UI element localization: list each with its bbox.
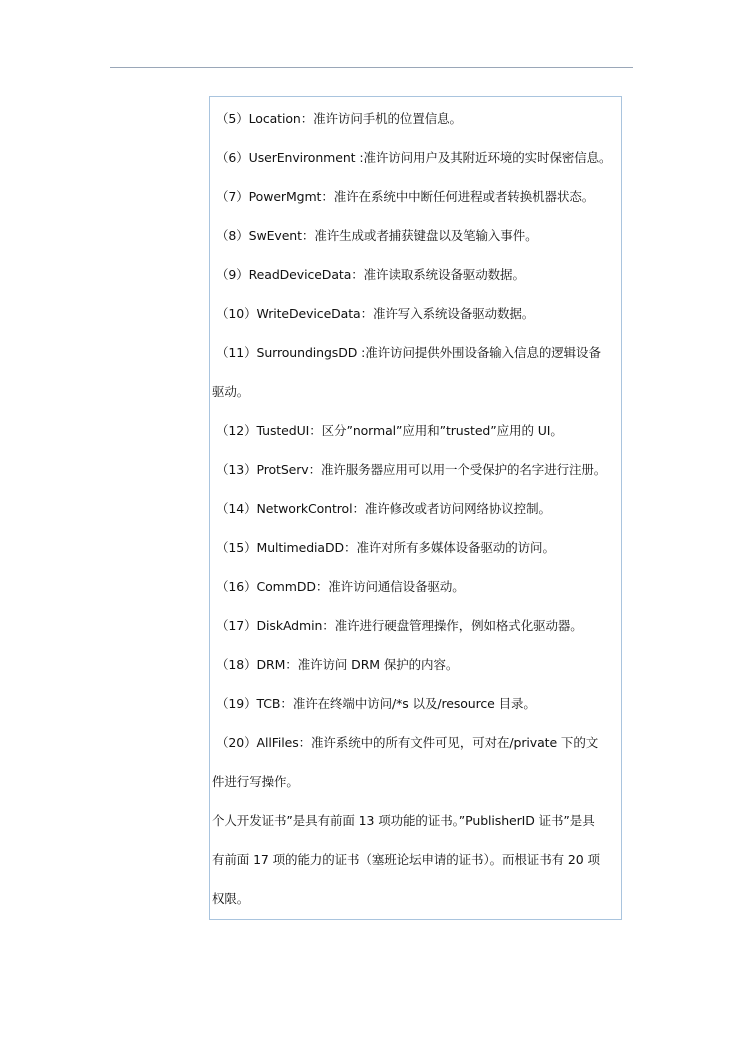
capability-item-20-cont: 件进行写操作。 [212,774,299,789]
capability-item-7: （7）PowerMgmt：准许在系统中中断任何进程或者转换机器状态。 [216,189,595,204]
header-rule [110,67,633,68]
capability-item-19: （19）TCB：准许在终端中访问/*s 以及/resource 目录。 [216,696,536,711]
summary-paragraph-line-3: 权限。 [212,891,250,906]
capability-item-6: （6）UserEnvironment :准许访问用户及其附近环境的实时保密信息。 [216,150,612,165]
capability-item-16: （16）CommDD：准许访问通信设备驱动。 [216,579,465,594]
capability-item-17: （17）DiskAdmin：准许进行硬盘管理操作，例如格式化驱动器。 [216,618,583,633]
capability-item-20: （20）AllFiles：准许系统中的所有文件可见，可对在/private 下的文 [216,735,599,750]
capability-item-8: （8）SwEvent：准许生成或者捕获键盘以及笔输入事件。 [216,228,538,243]
capability-item-10: （10）WriteDeviceData：准许写入系统设备驱动数据。 [216,306,535,321]
capability-item-12: （12）TustedUI：区分”normal”应用和”trusted”应用的 UI。 [216,423,563,438]
capability-item-5: （5）Location：准许访问手机的位置信息。 [216,111,462,126]
capability-item-13: （13）ProtServ：准许服务器应用可以用一个受保护的名字进行注册。 [216,462,607,477]
capability-item-15: （15）MultimediaDD：准许对所有多媒体设备驱动的访问。 [216,540,555,555]
capability-item-11-cont: 驱动。 [212,384,250,399]
capability-item-9: （9）ReadDeviceData：准许读取系统设备驱动数据。 [216,267,525,282]
capability-item-14: （14）NetworkControl：准许修改或者访问网络协议控制。 [216,501,551,516]
summary-paragraph-line-1: 个人开发证书”是具有前面 13 项功能的证书。”PublisherID 证书”是具 [212,813,595,828]
capability-item-11: （11）SurroundingsDD :准许访问提供外围设备输入信息的逻辑设备 [216,345,601,360]
summary-paragraph-line-2: 有前面 17 项的能力的证书（塞班论坛申请的证书）。而根证书有 20 项 [212,852,600,867]
capability-item-18: （18）DRM：准许访问 DRM 保护的内容。 [216,657,459,672]
